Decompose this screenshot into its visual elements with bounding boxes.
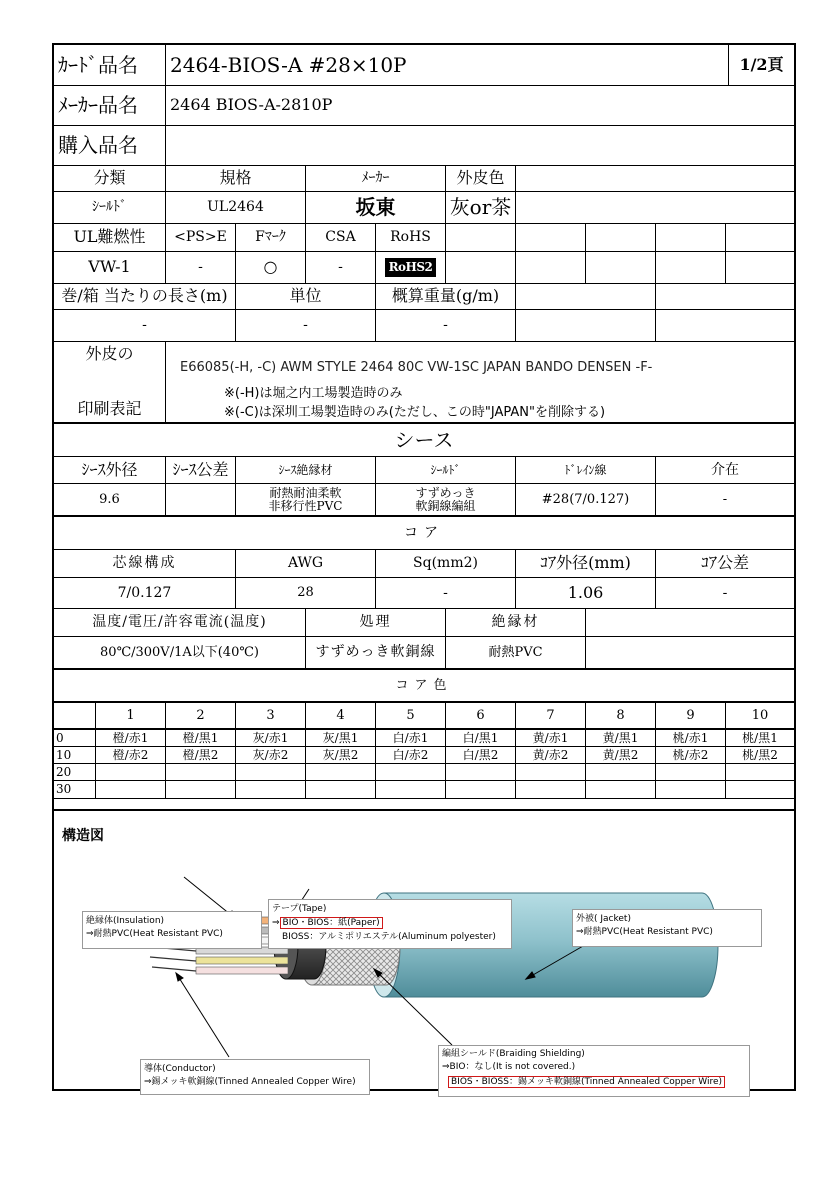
- awg-header: AWG: [236, 550, 376, 578]
- color-cell: [446, 764, 516, 781]
- color-cell: 桃/赤2: [656, 747, 726, 764]
- flame-empty-10: [726, 252, 794, 284]
- reel-empty-3: [516, 310, 656, 342]
- sheath-tol-header: ｼｰｽ公差: [166, 457, 236, 484]
- sheath-tol-value: [166, 484, 236, 517]
- color-col-header: 10: [726, 703, 794, 730]
- color-cell: 橙/赤1: [96, 730, 166, 747]
- sheath-material-1: 耐熱耐油柔軟: [269, 485, 342, 500]
- shield-value-2: 軟銅線編組: [415, 498, 476, 513]
- printing-text: [166, 349, 796, 425]
- color-cell: 黄/赤1: [516, 730, 586, 747]
- shield-header: ｼｰﾙﾄﾞ: [376, 457, 516, 484]
- color-cell: 黄/赤2: [516, 747, 586, 764]
- flame-empty-5: [726, 224, 794, 252]
- sheath-od-header: ｼｰｽ外径: [54, 457, 166, 484]
- insulation-label-2: ⇒耐熱PVC(Heat Resistant PVC): [86, 929, 223, 939]
- page-number: 1/2頁: [729, 45, 794, 86]
- drain-header: ﾄﾞﾚｲﾝ線: [516, 457, 656, 484]
- insulation-label-1: 絶縁体(Insulation): [86, 916, 165, 926]
- class-empty: [516, 166, 794, 192]
- csa-value: -: [306, 252, 376, 284]
- color-cell: [726, 764, 794, 781]
- weight-header: 概算重量(g/m): [376, 284, 516, 310]
- core-yellow: [196, 957, 288, 964]
- core-od-value: 1.06: [516, 578, 656, 609]
- color-col-header: 9: [656, 703, 726, 730]
- rohs-header: RoHS: [376, 224, 446, 252]
- treatment-value: すずめっき軟銅線: [306, 637, 446, 670]
- color-cell: [306, 764, 376, 781]
- color-cell: [656, 764, 726, 781]
- color-cell: 灰/赤2: [236, 747, 306, 764]
- color-cell: [306, 781, 376, 799]
- color-cell: 桃/黒2: [726, 747, 794, 764]
- reel-empty-2: [656, 284, 794, 310]
- core-empty-1: [586, 609, 794, 637]
- structure-title: 構造図: [62, 828, 104, 844]
- braid-label-1: 編組シールド(Braiding Shielding): [442, 1049, 585, 1059]
- sheath-material-2: 非移行性PVC: [268, 498, 343, 513]
- ul-flame-header: UL難燃性: [54, 224, 166, 252]
- shield-value-1: すずめっき: [415, 485, 476, 500]
- color-cell: 灰/黒1: [306, 730, 376, 747]
- color-cell: [586, 781, 656, 799]
- color-cell: 白/赤2: [376, 747, 446, 764]
- flame-empty-7: [516, 252, 586, 284]
- color-cell: 白/黒2: [446, 747, 516, 764]
- maker-header: ﾒｰｶｰ: [306, 166, 446, 192]
- color-cell: [166, 781, 236, 799]
- weight-value: -: [376, 310, 516, 342]
- flame-empty-8: [586, 252, 656, 284]
- tape-arrow: ⇒: [272, 918, 280, 928]
- reel-empty-1: [516, 284, 656, 310]
- color-cell: [516, 781, 586, 799]
- color-col-header: 3: [236, 703, 306, 730]
- inter-value: -: [656, 484, 794, 517]
- drain-value: #28(7/0.127): [516, 484, 656, 517]
- sheath-material-value: [236, 484, 376, 517]
- core-title: コア: [54, 518, 794, 550]
- tape-label-2: [272, 917, 383, 929]
- core-od-header: ｺｱ外径(mm): [516, 550, 656, 578]
- color-col-header: 4: [306, 703, 376, 730]
- color-value: 灰or茶: [446, 192, 516, 224]
- conductor-label-1: 導体(Conductor): [144, 1064, 216, 1074]
- color-cell: 橙/赤2: [96, 747, 166, 764]
- color-col-header: 1: [96, 703, 166, 730]
- structure-diagram: [54, 811, 794, 1091]
- maker-name-value: 2464 BIOS-A-2810P: [166, 86, 794, 126]
- color-col-header: 5: [376, 703, 446, 730]
- jacket-label-1: 外被( Jacket): [576, 914, 631, 924]
- core-color-title: コア色: [54, 671, 794, 703]
- color-col-header: 8: [586, 703, 656, 730]
- shield-label: ｼｰﾙﾄﾞ: [54, 192, 166, 224]
- sheath-od-value: 9.6: [54, 484, 166, 517]
- rohs-cell: [376, 252, 446, 284]
- color-row-label: 20: [54, 764, 96, 781]
- flame-empty-3: [586, 224, 656, 252]
- inter-header: 介在: [656, 457, 794, 484]
- awg-value: 28: [236, 578, 376, 609]
- reel-length-value: -: [54, 310, 236, 342]
- color-cell: [376, 781, 446, 799]
- insulation-value: 耐熱PVC: [446, 637, 586, 670]
- core-empty-2: [586, 637, 794, 670]
- purchase-name-value: [166, 126, 794, 166]
- shield-value: [376, 484, 516, 517]
- color-row-label: 10: [54, 747, 96, 764]
- sheath-material-header: ｼｰｽ絶縁材: [236, 457, 376, 484]
- jacket-label-2: ⇒耐熱PVC(Heat Resistant PVC): [576, 927, 713, 937]
- color-col-header: 6: [446, 703, 516, 730]
- class-header: 分類: [54, 166, 166, 192]
- color-cell: [516, 764, 586, 781]
- printing-line-2: ※(-H)は堀之内工場製造時のみ: [224, 386, 403, 401]
- printing-line-3: ※(-C)は深圳工場製造時のみ(ただし、この時"JAPAN"を削除する): [224, 405, 606, 420]
- color-header: 外皮色: [446, 166, 516, 192]
- standard-header: 規格: [166, 166, 306, 192]
- color-row-label: 30: [54, 781, 96, 799]
- f-mark-value: ○: [236, 252, 306, 284]
- flame-empty-2: [516, 224, 586, 252]
- color-cell: 白/赤1: [376, 730, 446, 747]
- color-cell: [656, 781, 726, 799]
- color-cell: [376, 764, 446, 781]
- braid-label-2: ⇒BIO：なし(It is not covered.): [442, 1062, 576, 1072]
- sq-value: -: [376, 578, 516, 609]
- braid-highlight: BIOS・BIOSS：錫メッキ軟銅線(Tinned Annealed Copper Wire): [448, 1076, 725, 1088]
- color-cell: [446, 781, 516, 799]
- maker-name-label: ﾒｰｶｰ品名: [54, 86, 166, 126]
- maker-value: 坂東: [306, 192, 446, 224]
- color-cell: 橙/黒2: [166, 747, 236, 764]
- reel-empty-4: [656, 310, 794, 342]
- color-table-divider: [54, 809, 794, 811]
- card-name-value: 2464-BIOS-A #28×10P: [166, 45, 729, 86]
- core-construction-header: 芯線構成: [54, 550, 236, 578]
- rating-value: 80℃/300V/1A以下(40℃): [54, 637, 306, 670]
- color-cell: [96, 764, 166, 781]
- color-cell: [236, 781, 306, 799]
- standard-value: UL2464: [166, 192, 306, 224]
- color-cell: 桃/黒1: [726, 730, 794, 747]
- color-cell: [96, 781, 166, 799]
- color-cell: [586, 764, 656, 781]
- core-pink: [196, 967, 288, 974]
- flame-empty-4: [656, 224, 726, 252]
- color-cell: [166, 764, 236, 781]
- core-tol-header: ｺｱ公差: [656, 550, 794, 578]
- card-name-label: ｶｰﾄﾞ品名: [54, 45, 166, 86]
- color-cell: 桃/赤1: [656, 730, 726, 747]
- conductor-label-2: ⇒錫メッキ軟銅線(Tinned Annealed Copper Wire): [144, 1077, 356, 1087]
- ps-header: <PS>E: [166, 224, 236, 252]
- reel-length-header: 巻/箱 当たりの長さ(m): [54, 284, 236, 310]
- flame-empty-6: [446, 252, 516, 284]
- ps-value: -: [166, 252, 236, 284]
- unit-value: -: [236, 310, 376, 342]
- unit-header: 単位: [236, 284, 376, 310]
- color-cell: [726, 781, 794, 799]
- treatment-header: 処理: [306, 609, 446, 637]
- spec-sheet: [52, 43, 796, 1091]
- tape-label-1: テープ(Tape): [272, 904, 327, 914]
- color-cell: 橙/黒1: [166, 730, 236, 747]
- flame-empty-9: [656, 252, 726, 284]
- class-empty-2: [516, 192, 794, 224]
- color-row-label: 0: [54, 730, 96, 747]
- rohs-badge: RoHS2: [385, 258, 437, 277]
- rating-header: 温度/電圧/許容電流(温度): [54, 609, 306, 637]
- sheath-title: シース: [54, 425, 794, 457]
- flame-empty-1: [446, 224, 516, 252]
- csa-header: CSA: [306, 224, 376, 252]
- printing-line-1: E66085(-H, -C) AWM STYLE 2464 80C VW-1SC JAPAN BANDO DENSEN -F-: [180, 360, 653, 375]
- color-col-header: 2: [166, 703, 236, 730]
- core-construction-value: 7/0.127: [54, 578, 236, 609]
- purchase-name-label: 購入品名: [54, 126, 166, 166]
- core-tol-value: -: [656, 578, 794, 609]
- color-cell: [236, 764, 306, 781]
- color-cell: 灰/黒2: [306, 747, 376, 764]
- tape-label-3: BIOSS：アルミポリエステル(Aluminum polyester): [282, 932, 496, 942]
- color-cell: 黄/黒2: [586, 747, 656, 764]
- color-cell: 灰/赤1: [236, 730, 306, 747]
- sq-header: Sq(mm2): [376, 550, 516, 578]
- color-col-header: 7: [516, 703, 586, 730]
- braid-label-3: [448, 1076, 725, 1088]
- printing-label-2: 印刷表記: [77, 399, 142, 419]
- tape-highlight: BIO・BIOS：紙(Paper): [280, 917, 383, 929]
- printing-label-1: 外皮の: [85, 344, 134, 363]
- color-cell: 白/黒1: [446, 730, 516, 747]
- color-corner: [54, 703, 96, 730]
- printing-label: [54, 342, 166, 424]
- f-mark-header: Fﾏｰｸ: [236, 224, 306, 252]
- insulation-header: 絶縁材: [446, 609, 586, 637]
- ul-flame-value: VW-1: [54, 252, 166, 284]
- color-cell: 黄/黒1: [586, 730, 656, 747]
